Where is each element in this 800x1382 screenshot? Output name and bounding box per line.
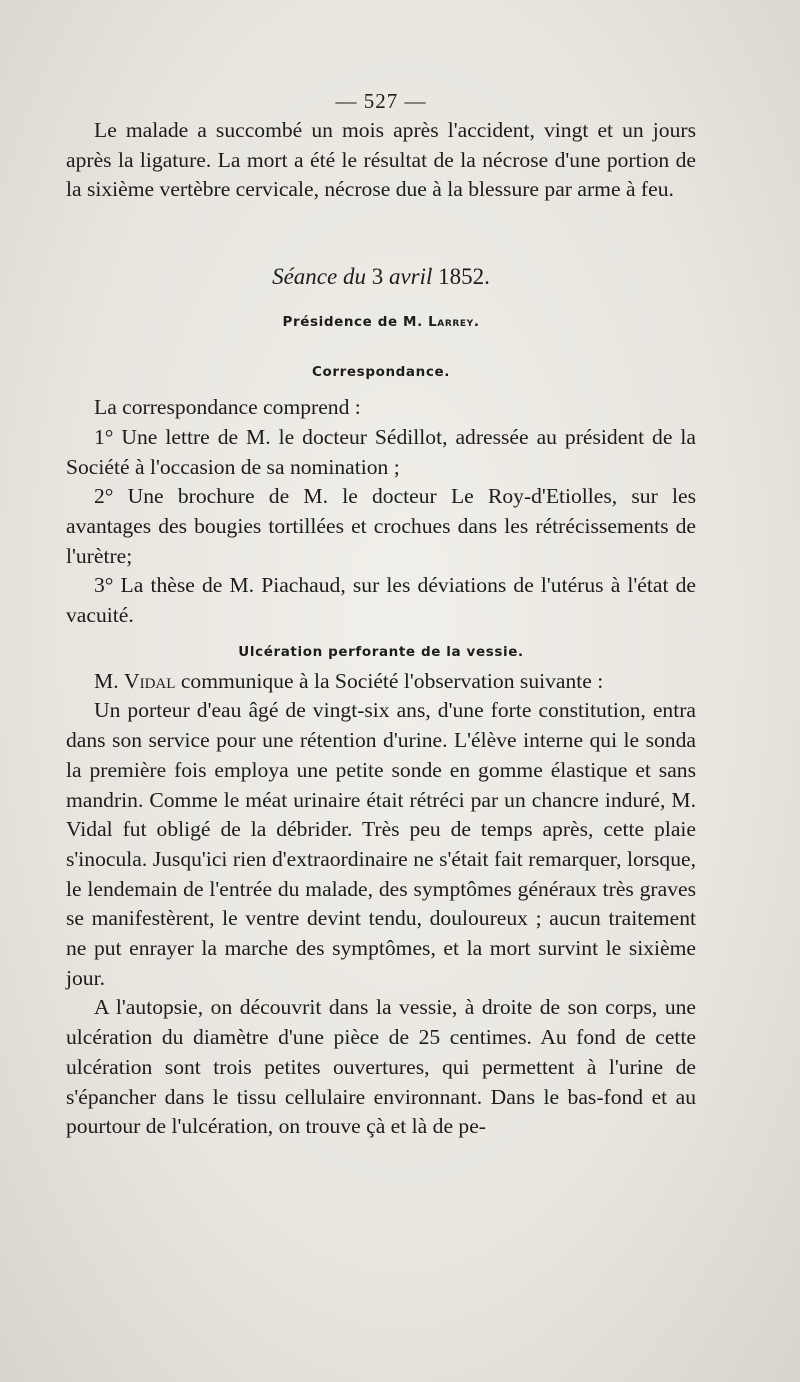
- autopsy-paragraph: A l'autopsie, on découvrit dans la vessie, à droite de son corps, une ulcération du diamètre d'une pièce de 25 centimes. Au fond de cette ulcération sont trois petites ouvertures, qui permettent à l'urine de s'épancher dans le tissu cellulaire environnant. Dans le bas-fond et au pourtour de l'ulcération, on trouve çà et là de pe-: [66, 995, 696, 1139]
- ulceration-intro-name: Vidal: [124, 668, 176, 693]
- ulceration-intro-suffix: communique à la Société l'observation suivante :: [175, 668, 604, 693]
- session-title-year: 1852.: [438, 264, 490, 290]
- correspondance-intro: La correspondance comprend :: [94, 395, 361, 420]
- ulceration-intro-prefix: M.: [94, 668, 124, 693]
- session-title: [66, 261, 696, 293]
- ulceration-heading: Ulcération perforante de la vessie.: [238, 643, 524, 660]
- presidency-name: Larrey: [428, 314, 474, 331]
- correspondance-item-1: 1° Une lettre de M. le docteur Sédillot, adressée au président de la Société à l'occasion de sa nomination ;: [66, 424, 696, 479]
- presidency-line: [66, 309, 696, 335]
- correspondance-item-2: 2° Une brochure de M. le docteur Le Roy-d'Etiolles, sur les avantages des bougies tortillées et crochues dans les rétrécissements de l'urètre;: [66, 484, 696, 568]
- ulceration-intro: [66, 667, 696, 697]
- observation-paragraph: Un porteur d'eau âgé de vingt-six ans, d'une forte constitution, entra dans son service pour une rétention d'urine. L'élève interne qui le sonda la première fois employa une petite sonde en gomme élastique et sans mandrin. Comme le méat urinaire était rétréci par un chancre induré, M. Vidal fut obligé de la débrider. Très peu de temps après, cette plaie s'inocula. Jusqu'ici rien d'extraordinaire ne s'était fait remarquer, lorsque, le lendemain de l'entrée du malade, des symptômes généraux très graves se manifestèrent, le ventre devint tendu, douloureux ; aucun traitement ne put enrayer la marche des symptômes, et la mort survint le sixième jour.: [66, 698, 696, 990]
- page-text-column: [66, 86, 696, 1142]
- session-title-day: 3: [371, 264, 384, 290]
- correspondance-item-3: 3° La thèse de M. Piachaud, sur les déviations de l'utérus à l'état de vacuité.: [66, 573, 696, 628]
- session-title-prefix: Séance du: [272, 264, 372, 290]
- correspondance-heading: Correspondance.: [312, 364, 450, 381]
- presidency-suffix: .: [473, 314, 480, 331]
- session-title-mid: avril: [383, 264, 439, 290]
- page-number: — 527 —: [335, 89, 427, 113]
- presidency-prefix: Présidence de M.: [282, 314, 429, 331]
- intro-paragraph: Le malade a succombé un mois après l'accident, vingt et un jours après la ligature. La mort a été le résultat de la nécrose d'une portion de la sixième vertèbre cervicale, nécrose due à la blessure par arme à feu.: [66, 118, 696, 202]
